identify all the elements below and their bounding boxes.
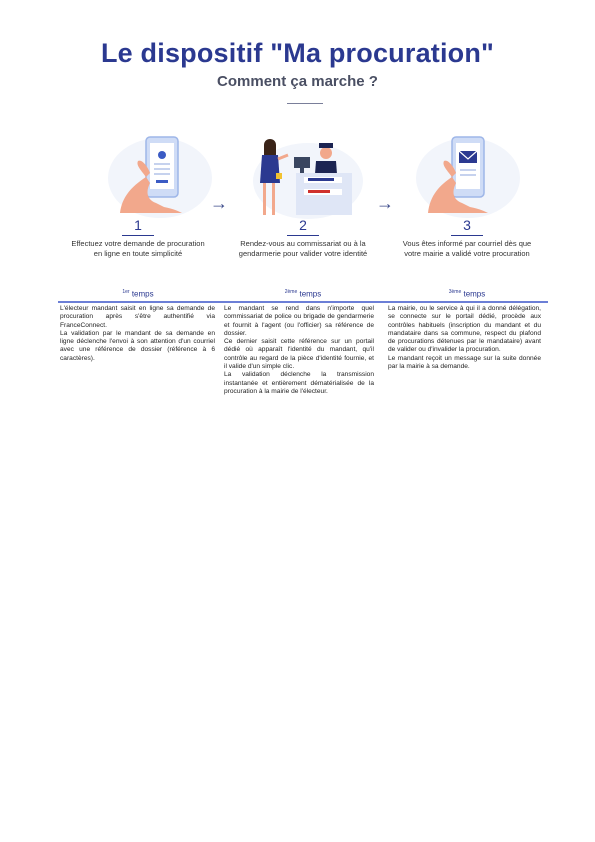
detail-paragraph: Ce dernier saisit cette référence sur un portail dédié où apparaît l'identité du mandant, qu'il contrôle au regard de la pièce d'identité fournie, et il valide d'un simple clic.: [224, 338, 374, 371]
phone-hand-icon: [100, 133, 220, 223]
temps-label: temps: [299, 289, 322, 299]
temps-heading: [78, 289, 198, 299]
detail-paragraph: L'électeur mandant saisit en ligne sa demande de procuration après s'être authentifié via FranceConnect.: [60, 305, 215, 329]
step-details-column: [388, 305, 541, 371]
temps-ordinal: 2ème: [284, 289, 298, 295]
section-divider: [58, 301, 548, 303]
step-number-underline: [122, 235, 154, 236]
step-number: 1: [134, 217, 142, 233]
detail-paragraph: La validation par le mandant de sa demande en ligne déclenche l'envoi à son attention d'un courriel avec une référence de dossier (référence à 6 caractères).: [60, 329, 215, 362]
detail-paragraph: La mairie, ou le service à qui il a donné délégation, se connecte sur le portail dédié, procède aux contrôles habituels (inscription du mandant et du mandataire dans sa commune, respect du plafond de procurations détenues par le mandataire) avant de valider ou d'invalider la procuration.: [388, 305, 541, 354]
step-number: 3: [463, 217, 471, 233]
step-description: Vous êtes informé par courriel dès que votre mairie a validé votre procuration: [402, 239, 532, 258]
step-number-underline: [287, 235, 319, 236]
page-subtitle: Comment ça marche ?: [217, 73, 378, 90]
police-desk-icon: [248, 133, 368, 223]
detail-paragraph: La validation déclenche la transmission instantanée et entièrement dématérialisée de la procuration à la mairie de l'électeur.: [224, 371, 374, 395]
temps-label: temps: [463, 289, 486, 299]
temps-heading: [407, 289, 527, 299]
phone-mail-icon: [408, 133, 528, 223]
arrow-right-icon: →: [210, 193, 228, 213]
page-title: Le dispositif "Ma procuration": [100, 38, 495, 68]
temps-ordinal: 3ème: [448, 289, 462, 295]
temps-label: temps: [131, 289, 154, 299]
temps-heading: [243, 289, 363, 299]
step-details-column: [60, 305, 215, 363]
step-number: 2: [299, 217, 307, 233]
step-description: Effectuez votre demande de procuration en ligne en toute simplicité: [71, 239, 205, 258]
detail-paragraph: Le mandant se rend dans n'importe quel commissariat de police ou brigade de gendarmerie et fournit à l'agent (ou l'officier) sa référence de dossier.: [224, 305, 374, 337]
arrow-right-icon: →: [376, 193, 394, 213]
step-number-underline: [451, 235, 483, 236]
detail-paragraph: Le mandant reçoit un message sur la suite donnée par la mairie à sa demande.: [388, 354, 541, 371]
step-details-column: [224, 305, 374, 396]
step-description: Rendez-vous au commissariat ou à la gendarmerie pour valider votre identité: [238, 239, 368, 258]
title-divider: [287, 103, 323, 104]
temps-ordinal: 1er: [122, 289, 130, 295]
